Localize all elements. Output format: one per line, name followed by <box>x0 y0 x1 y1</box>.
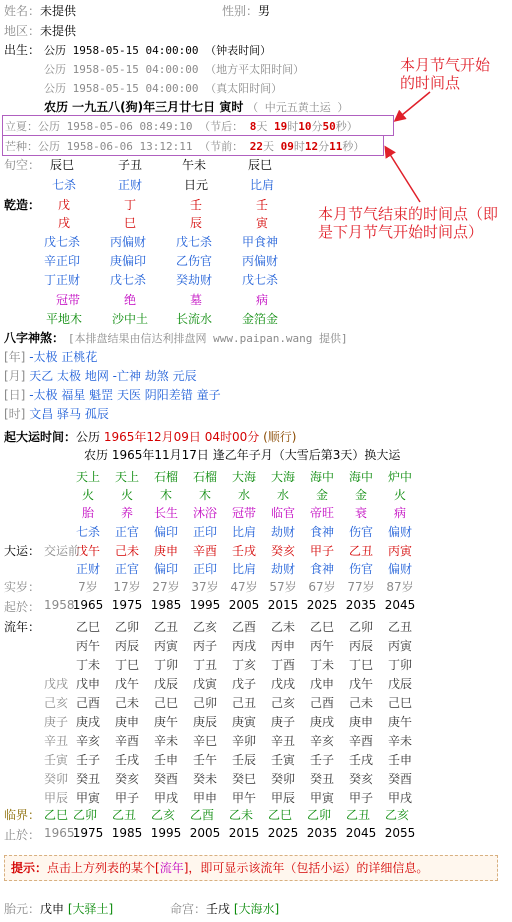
liunian-cell[interactable]: 庚子 <box>270 715 295 729</box>
dayun-changsheng: 衰 <box>354 506 367 520</box>
dayun-start-year: 2015 <box>267 598 299 612</box>
dayun-end-year: 2005 <box>189 826 221 840</box>
dayun-end-year: 2035 <box>306 826 338 840</box>
liunian-cell[interactable]: 壬申 <box>387 753 412 767</box>
gan-day: 壬 <box>190 198 203 212</box>
liunian-cell[interactable]: 己卯 <box>192 696 217 710</box>
liunian-cell[interactable]: 丙辰 <box>348 639 373 653</box>
start-pre: 1958 <box>44 598 75 612</box>
dayun-nayin-name: 天上 <box>114 470 139 484</box>
linjie-cell: 乙酉 <box>190 808 215 822</box>
liunian-cell[interactable]: 癸亥 <box>348 772 373 786</box>
dayun-start-year: 1995 <box>189 598 221 612</box>
liunian-cell[interactable]: 壬子 <box>309 753 334 767</box>
liunian-cell[interactable]: 己巳 <box>387 696 412 710</box>
liunian-cell[interactable]: 丙申 <box>270 639 295 653</box>
hidden-1-3: 丙偏财 <box>242 254 279 268</box>
liunian-cell[interactable]: 丙寅 <box>153 639 178 653</box>
birth-line-clock: 公历 1958-05-15 04:00:00 （钟表时间） <box>44 44 272 57</box>
liunian-cell[interactable]: 壬戌 <box>348 753 373 767</box>
liunian-cell[interactable]: 庚午 <box>153 715 178 729</box>
dayun-shishen-gan: 正印 <box>192 525 217 539</box>
liunian-cell[interactable]: 乙丑 <box>387 620 412 634</box>
liunian-cell[interactable]: 乙巳 <box>309 620 334 634</box>
liunian-cell[interactable]: 壬寅 <box>270 753 295 767</box>
linjie-cell: 乙丑 <box>112 808 137 822</box>
linjie-label: 临界： <box>4 808 41 822</box>
dayun-shishen-zhi: 偏财 <box>387 562 412 576</box>
dayun-shishen-zhi: 正财 <box>75 562 100 576</box>
liunian-cell[interactable]: 癸酉 <box>153 772 178 786</box>
liunian-cell[interactable]: 己酉 <box>309 696 334 710</box>
dayun-pillar: 癸亥 <box>270 544 295 558</box>
liunian-cell[interactable]: 壬子 <box>75 753 100 767</box>
dayun-start-year: 2025 <box>306 598 338 612</box>
dayun-shishen-zhi: 伤官 <box>348 562 373 576</box>
liunian-cell[interactable]: 辛酉 <box>348 734 373 748</box>
liunian-cell[interactable]: 癸卯 <box>270 772 295 786</box>
liunian-cell[interactable]: 壬戌 <box>114 753 139 767</box>
liunian-cell[interactable]: 丁丑 <box>192 658 217 672</box>
liunian-cell[interactable]: 庚申 <box>114 715 139 729</box>
gan-year: 戊 <box>58 198 71 212</box>
dayun-start-year: 1965 <box>72 598 104 612</box>
dayun-nayin-name: 石榴 <box>192 470 217 484</box>
liunian-cell[interactable]: 丙午 <box>75 639 100 653</box>
liunian-cell[interactable]: 乙酉 <box>231 620 256 634</box>
dayun-start-year: 1985 <box>150 598 182 612</box>
dayun-nayin-name: 海中 <box>348 470 373 484</box>
lunar-line: 农历 一九五八(狗)年三月廿七日 寅时 （ 中元五黄土运 ） <box>44 100 349 114</box>
end-pre: 1965 <box>44 826 75 840</box>
dayun-changsheng: 养 <box>120 506 133 520</box>
liunian-pre: 癸卯 <box>44 772 69 786</box>
end-label: 止於： <box>4 828 41 842</box>
shensha-day: [日] -太极 福星 魁罡 天医 阴阳差错 童子 <box>4 388 221 402</box>
dayun-nayin-name: 大海 <box>270 470 295 484</box>
dayun-pillar: 壬戌 <box>231 544 256 558</box>
liunian-cell[interactable]: 丙辰 <box>114 639 139 653</box>
dayun-nayin-name: 石榴 <box>153 470 178 484</box>
mangzhong-row: 芒种：公历 1958-06-06 13:12:11 （节前： 22天 09时12分11秒） <box>5 140 365 153</box>
linjie-cell: 乙亥 <box>385 808 410 822</box>
nayin-month: 沙中土 <box>112 312 149 326</box>
dayun-wuxing: 木 <box>198 488 211 502</box>
dayun-end-year: 2025 <box>267 826 299 840</box>
liunian-cell[interactable]: 庚寅 <box>231 715 256 729</box>
liunian-cell[interactable]: 庚辰 <box>192 715 217 729</box>
hidden-1-0: 辛正印 <box>44 254 81 268</box>
gender-row: 性别：男 <box>222 4 271 18</box>
xunkong-year: 辰巳 <box>50 158 75 172</box>
birth-line-true-solar: 公历 1958-05-15 04:00:00 （真太阳时间） <box>44 82 283 95</box>
dayun-wuxing: 金 <box>315 488 328 502</box>
liunian-cell[interactable]: 丙午 <box>309 639 334 653</box>
dayun-wuxing: 火 <box>81 488 94 502</box>
liunian-cell[interactable]: 壬申 <box>153 753 178 767</box>
liunian-cell[interactable]: 乙巳 <box>75 620 100 634</box>
liunian-cell[interactable]: 庚戌 <box>75 715 100 729</box>
dayun-end-year: 1985 <box>111 826 143 840</box>
birth-line-local: 公历 1958-05-15 04:00:00 （地方平太阳时间） <box>44 63 305 76</box>
hidden-1-2: 乙伤官 <box>176 254 213 268</box>
changsheng-hour: 病 <box>256 293 269 307</box>
liunian-cell[interactable]: 丙戌 <box>231 639 256 653</box>
zhi-year: 戌 <box>58 216 71 230</box>
liunian-pre: 庚子 <box>44 715 69 729</box>
dayun-shishen-gan: 劫财 <box>270 525 295 539</box>
liunian-cell[interactable]: 戊辰 <box>153 677 178 691</box>
dayun-end-year: 2055 <box>384 826 416 840</box>
liunian-cell[interactable]: 己酉 <box>75 696 100 710</box>
liunian-cell[interactable]: 甲寅 <box>309 791 334 805</box>
xunkong-label: 旬空： <box>4 158 41 172</box>
shishen-year: 七杀 <box>52 178 77 192</box>
dayun-shishen-zhi: 比肩 <box>231 562 256 576</box>
minggong-row: 命宫：壬戌 [大海水] <box>170 902 280 916</box>
nayin-hour: 金箔金 <box>242 312 279 326</box>
zhi-hour: 寅 <box>256 216 269 230</box>
dayun-nayin-name: 炉中 <box>387 470 412 484</box>
liunian-cell[interactable]: 己亥 <box>270 696 295 710</box>
liunian-cell[interactable]: 辛亥 <box>75 734 100 748</box>
taiyuan-row: 胎元：戊申 [大驿土] <box>4 902 114 916</box>
liunian-cell[interactable]: 癸巳 <box>231 772 256 786</box>
liunian-cell[interactable]: 癸亥 <box>114 772 139 786</box>
dayun-shishen-zhi: 食神 <box>309 562 334 576</box>
liunian-cell[interactable]: 戊戌 <box>270 677 295 691</box>
hidden-0-0: 戊七杀 <box>44 235 81 249</box>
dayun-start-row: 起大运时间：公历 1965年12月09日 04时00分 (顺行) <box>4 430 297 444</box>
liunian-pre: 辛丑 <box>44 734 69 748</box>
dayun-nayin-name: 天上 <box>75 470 100 484</box>
liunian-cell[interactable]: 壬午 <box>192 753 217 767</box>
hidden-2-0: 丁正财 <box>44 273 81 287</box>
qianzao-label: 乾造： <box>4 198 41 212</box>
dayun-changsheng: 病 <box>393 506 406 520</box>
annotation-start: 本月节气开始 的时间点 <box>400 56 491 92</box>
liunian-cell[interactable]: 己丑 <box>231 696 256 710</box>
dayun-wuxing: 火 <box>120 488 133 502</box>
dayun-pillar: 丙寅 <box>387 544 412 558</box>
liunian-cell[interactable]: 乙卯 <box>114 620 139 634</box>
dayun-age: 17岁 <box>113 580 141 594</box>
dayun-wuxing: 木 <box>159 488 172 502</box>
linjie-cell: 乙卯 <box>307 808 332 822</box>
liunian-cell[interactable]: 己未 <box>114 696 139 710</box>
liunian-cell[interactable]: 甲子 <box>348 791 373 805</box>
liunian-cell[interactable]: 戊午 <box>114 677 139 691</box>
arrow-to-lixia <box>396 92 430 120</box>
dayun-age: 27岁 <box>152 580 180 594</box>
age-label: 实岁： <box>4 580 41 594</box>
dayun-end-year: 2045 <box>345 826 377 840</box>
liunian-cell[interactable]: 甲寅 <box>75 791 100 805</box>
arrow-to-mangzhong <box>386 148 420 202</box>
liunian-cell[interactable]: 丁卯 <box>387 658 412 672</box>
linjie-cell: 乙巳 <box>44 808 69 822</box>
shishen-month: 正财 <box>118 178 143 192</box>
shensha-hour: [时] 文昌 驿马 孤辰 <box>4 407 109 421</box>
dayun-end-year: 1975 <box>72 826 104 840</box>
liunian-cell[interactable]: 甲戌 <box>153 791 178 805</box>
linjie-cell: 乙巳 <box>268 808 293 822</box>
dayun-shishen-zhi: 偏印 <box>153 562 178 576</box>
liunian-cell[interactable]: 辛亥 <box>309 734 334 748</box>
liunian-pre: 甲辰 <box>44 791 69 805</box>
dayun-wuxing: 火 <box>393 488 406 502</box>
start-label: 起於： <box>4 600 41 614</box>
dayun-pillar: 辛酉 <box>192 544 217 558</box>
shishen-day: 日元 <box>184 178 209 192</box>
dayun-shishen-gan: 正官 <box>114 525 139 539</box>
liunian-cell[interactable]: 丁未 <box>309 658 334 672</box>
hidden-2-1: 戊七杀 <box>110 273 147 287</box>
dayun-pillar: 己未 <box>114 544 139 558</box>
liunian-cell[interactable]: 丁亥 <box>231 658 256 672</box>
liunian-cell[interactable]: 丙子 <box>192 639 217 653</box>
liunian-cell[interactable]: 甲辰 <box>270 791 295 805</box>
zhi-day: 辰 <box>190 216 203 230</box>
liunian-cell[interactable]: 癸未 <box>192 772 217 786</box>
dayun-changsheng: 胎 <box>81 506 94 520</box>
dayun-shishen-gan: 比肩 <box>231 525 256 539</box>
liunian-cell[interactable]: 庚申 <box>348 715 373 729</box>
liunian-cell[interactable]: 己未 <box>348 696 373 710</box>
shensha-title-row: 八字神煞： [本排盘结果由信达利排盘网 www.paipan.wang 提供] <box>4 331 348 345</box>
dayun-end-year: 2015 <box>228 826 260 840</box>
dayun-age: 47岁 <box>230 580 258 594</box>
liunian-pre: 壬寅 <box>44 753 69 767</box>
region-row: 地区：未提供 <box>4 24 77 38</box>
dayun-age: 67岁 <box>308 580 336 594</box>
dayun-start-year: 2045 <box>384 598 416 612</box>
dayun-changsheng: 长生 <box>153 506 178 520</box>
liunian-cell[interactable]: 辛巳 <box>192 734 217 748</box>
liunian-cell[interactable]: 甲午 <box>231 791 256 805</box>
dayun-shishen-zhi: 正印 <box>192 562 217 576</box>
nayin-year: 平地木 <box>46 312 83 326</box>
liunian-cell[interactable]: 戊子 <box>231 677 256 691</box>
dayun-shishen-zhi: 正官 <box>114 562 139 576</box>
birth-label: 出生： <box>4 43 41 57</box>
dayun-age: 87岁 <box>386 580 414 594</box>
liunian-cell[interactable]: 戊申 <box>75 677 100 691</box>
liunian-pre: 戊戌 <box>44 677 69 691</box>
liunian-cell[interactable]: 甲申 <box>192 791 217 805</box>
liunian-cell[interactable]: 戊午 <box>348 677 373 691</box>
lixia-row: 立夏：公历 1958-05-06 08:49:10 （节后： 8天 19时10分50秒） <box>5 120 358 133</box>
linjie-cell: 乙未 <box>229 808 254 822</box>
dayun-shishen-gan: 偏财 <box>387 525 412 539</box>
liunian-cell[interactable]: 甲子 <box>114 791 139 805</box>
changsheng-day: 墓 <box>190 293 203 307</box>
hidden-0-2: 戊七杀 <box>176 235 213 249</box>
changsheng-month: 绝 <box>124 293 137 307</box>
liunian-cell[interactable]: 癸丑 <box>309 772 334 786</box>
dayun-pillar: 庚申 <box>153 544 178 558</box>
dayun-pre: 交运前 <box>44 544 81 558</box>
liunian-cell[interactable]: 丁巳 <box>114 658 139 672</box>
liunian-cell[interactable]: 戊申 <box>309 677 334 691</box>
dayun-pillar: 戊午 <box>75 544 100 558</box>
liunian-cell[interactable]: 甲戌 <box>387 791 412 805</box>
dayun-start-year: 2035 <box>345 598 377 612</box>
liunian-cell[interactable]: 壬辰 <box>231 753 256 767</box>
xunkong-month: 子丑 <box>118 158 143 172</box>
linjie-cell: 乙亥 <box>151 808 176 822</box>
tip-box: 提示：点击上方列表的某个[流年]，即可显示该流年（包括小运）的详细信息。 <box>4 855 498 881</box>
dayun-age: 37岁 <box>191 580 219 594</box>
name-row: 姓名：未提供 <box>4 4 77 18</box>
dayun-start-year: 1975 <box>111 598 143 612</box>
liunian-cell[interactable]: 乙亥 <box>192 620 217 634</box>
linjie-cell: 乙丑 <box>346 808 371 822</box>
dayun-wuxing: 水 <box>276 488 289 502</box>
hidden-2-3: 戊七杀 <box>242 273 279 287</box>
liunian-cell[interactable]: 丁未 <box>75 658 100 672</box>
dayun-wuxing: 金 <box>354 488 367 502</box>
nayin-day: 长流水 <box>176 312 213 326</box>
liunian-cell[interactable]: 庚午 <box>387 715 412 729</box>
dayun-age: 57岁 <box>269 580 297 594</box>
liunian-cell[interactable]: 丙寅 <box>387 639 412 653</box>
liunian-cell[interactable]: 丁卯 <box>153 658 178 672</box>
dayun-end-year: 1995 <box>150 826 182 840</box>
liunian-cell[interactable]: 丁巳 <box>348 658 373 672</box>
gan-hour: 壬 <box>256 198 269 212</box>
liunian-cell[interactable]: 癸酉 <box>387 772 412 786</box>
zhi-month: 巳 <box>124 216 137 230</box>
dayun-pillar: 甲子 <box>309 544 334 558</box>
dayun-changsheng: 临官 <box>270 506 295 520</box>
liunian-cell[interactable]: 辛酉 <box>114 734 139 748</box>
annotation-end: 本月节气结束的时间点（即 是下月节气开始时间点） <box>318 205 499 241</box>
xunkong-hour: 辰巳 <box>248 158 273 172</box>
hidden-1-1: 庚偏印 <box>110 254 147 268</box>
dayun-shishen-gan: 七杀 <box>75 525 100 539</box>
hidden-0-1: 丙偏财 <box>110 235 147 249</box>
dayun-nayin-name: 海中 <box>309 470 334 484</box>
liunian-pre: 己亥 <box>44 696 69 710</box>
hidden-0-3: 甲食神 <box>242 235 279 249</box>
liunian-cell[interactable]: 戊辰 <box>387 677 412 691</box>
dayun-shishen-gan: 偏印 <box>153 525 178 539</box>
liunian-cell[interactable]: 辛未 <box>153 734 178 748</box>
liunian-cell[interactable]: 辛卯 <box>231 734 256 748</box>
linjie-cell: 乙卯 <box>73 808 98 822</box>
liunian-cell[interactable]: 庚戌 <box>309 715 334 729</box>
dayun-age: 7岁 <box>78 580 98 594</box>
dayun-changsheng: 沐浴 <box>192 506 217 520</box>
liunian-cell[interactable]: 乙未 <box>270 620 295 634</box>
liunian-cell[interactable]: 辛未 <box>387 734 412 748</box>
dayun-nayin-name: 大海 <box>231 470 256 484</box>
dayun-start-year: 2005 <box>228 598 260 612</box>
liunian-cell[interactable]: 丁酉 <box>270 658 295 672</box>
dayun-shishen-gan: 伤官 <box>348 525 373 539</box>
dayun-wuxing: 水 <box>237 488 250 502</box>
xunkong-day: 午未 <box>182 158 207 172</box>
dayun-pillar: 乙丑 <box>348 544 373 558</box>
dayun-shishen-gan: 食神 <box>309 525 334 539</box>
dayun-changsheng: 冠带 <box>231 506 256 520</box>
hidden-2-2: 癸劫财 <box>176 273 213 287</box>
liunian-cell[interactable]: 戊寅 <box>192 677 217 691</box>
liunian-label: 流年： <box>4 620 41 634</box>
liunian-link[interactable]: 流年 <box>159 861 184 875</box>
liunian-cell[interactable]: 癸丑 <box>75 772 100 786</box>
liunian-cell[interactable]: 辛丑 <box>270 734 295 748</box>
liunian-cell[interactable]: 乙丑 <box>153 620 178 634</box>
dayun-changsheng: 帝旺 <box>309 506 334 520</box>
shensha-year: [年] -太极 正桃花 <box>4 350 98 364</box>
liunian-cell[interactable]: 乙卯 <box>348 620 373 634</box>
dayun-shishen-zhi: 劫财 <box>270 562 295 576</box>
shishen-hour: 比肩 <box>250 178 275 192</box>
dayun-start-lunar: 农历 1965年11月17日 逢乙年子月（大雪后第3天）换大运 <box>84 448 401 462</box>
changsheng-year: 冠带 <box>56 293 81 307</box>
gan-month: 丁 <box>124 198 137 212</box>
liunian-cell[interactable]: 己巳 <box>153 696 178 710</box>
shensha-month: [月] 天乙 太极 地网 -亡神 劫煞 元辰 <box>4 369 197 383</box>
dayun-label: 大运： <box>4 544 41 558</box>
dayun-age: 77岁 <box>347 580 375 594</box>
